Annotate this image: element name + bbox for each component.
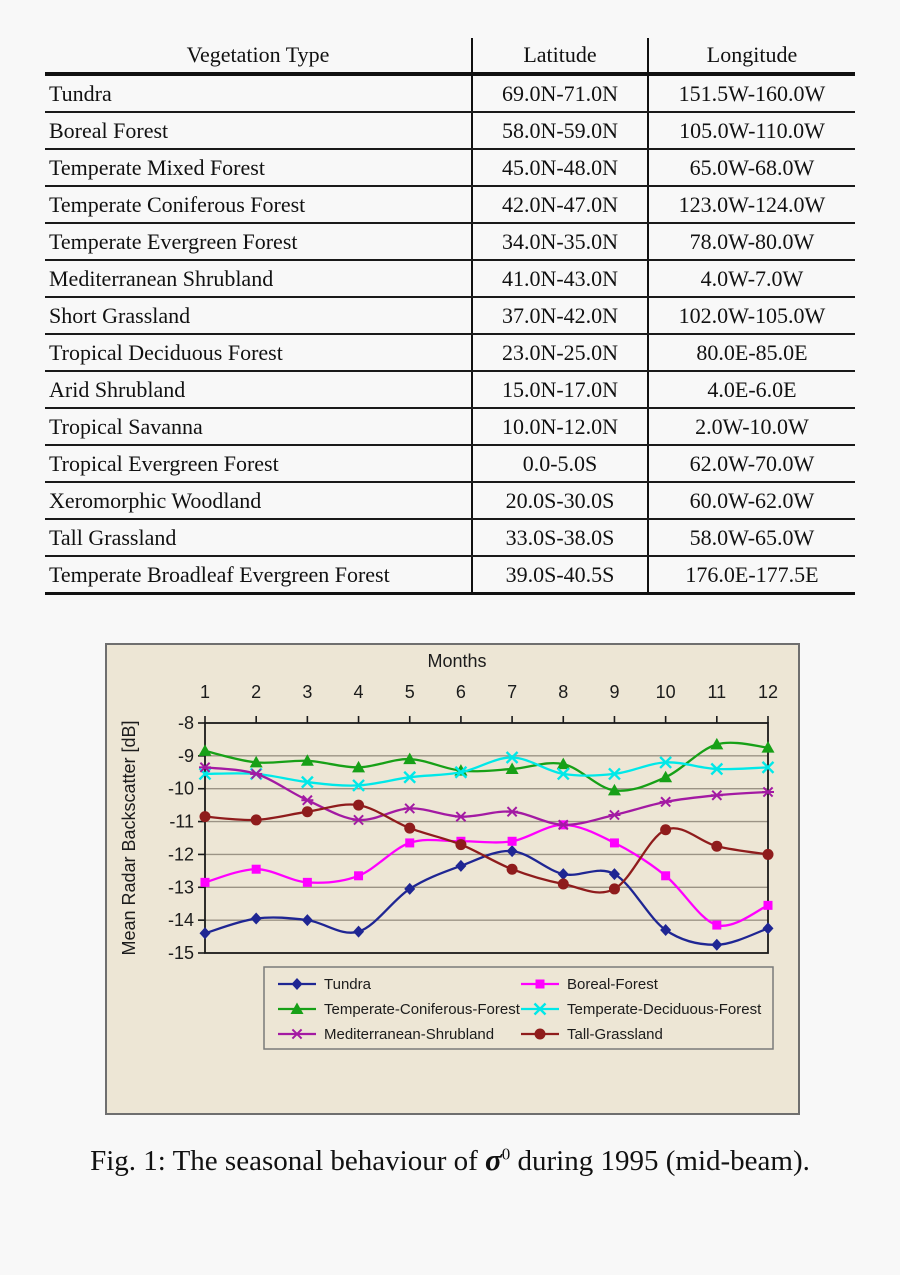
header-longitude: Longitude — [648, 38, 855, 74]
x-axis — [200, 682, 778, 723]
latitude-cell: 37.0N-42.0N — [472, 297, 648, 334]
x-tick-label: 2 — [251, 682, 262, 702]
latitude-cell: 10.0N-12.0N — [472, 408, 648, 445]
table-row — [45, 556, 855, 594]
table-row — [45, 223, 855, 260]
legend-label: Boreal-Forest — [567, 976, 658, 993]
longitude-cell: 4.0W-7.0W — [648, 260, 855, 297]
latitude-cell: 42.0N-47.0N — [472, 186, 648, 223]
longitude-cell: 176.0E-177.5E — [648, 556, 855, 594]
vegetation-type-cell: Arid Shrubland — [45, 371, 472, 408]
x-tick-label: 7 — [507, 682, 518, 702]
sigma-symbol: σ — [485, 1142, 502, 1177]
table-row — [45, 482, 855, 519]
vegetation-type-cell: Short Grassland — [45, 297, 472, 334]
x-tick-label: 11 — [707, 682, 727, 702]
x-tick-label: 4 — [353, 682, 364, 702]
vegetation-type-cell: Tropical Deciduous Forest — [45, 334, 472, 371]
x-tick-label: 1 — [199, 682, 211, 702]
y-tick-label: -9 — [177, 745, 194, 766]
vegetation-type-cell: Xeromorphic Woodland — [45, 482, 472, 519]
vegetation-type-cell: Temperate Coniferous Forest — [45, 186, 472, 223]
table-row — [45, 260, 855, 297]
vegetation-type-cell: Tundra — [45, 74, 472, 112]
vegetation-table — [45, 38, 855, 595]
x-tick-label: 12 — [757, 682, 779, 702]
longitude-cell: 151.5W-160.0W — [648, 74, 855, 112]
legend-label: Tall-Grassland — [567, 1026, 663, 1043]
latitude-cell: 15.0N-17.0N — [472, 371, 648, 408]
table-row — [45, 74, 855, 112]
longitude-cell: 78.0W-80.0W — [648, 223, 855, 260]
table-row — [45, 371, 855, 408]
legend — [264, 967, 773, 1049]
latitude-cell: 45.0N-48.0N — [472, 149, 648, 186]
x-axis-title: Months — [427, 651, 487, 671]
latitude-cell: 33.0S-38.0S — [472, 519, 648, 556]
figure-1-chart — [105, 643, 800, 1115]
header-vegetation-type: Vegetation Type — [45, 38, 472, 74]
vegetation-table-body — [45, 74, 855, 594]
latitude-cell: 34.0N-35.0N — [472, 223, 648, 260]
y-tick-label: -8 — [177, 713, 194, 733]
x-tick-label: 5 — [404, 682, 415, 702]
legend-label: Tundra — [324, 976, 371, 993]
sigma-superscript: 0 — [501, 1144, 511, 1164]
legend-label: Temperate-Coniferous-Forest — [324, 1001, 520, 1018]
latitude-cell: 41.0N-43.0N — [472, 260, 648, 297]
caption-prefix: Fig. 1: The seasonal behaviour of — [90, 1145, 486, 1177]
table-row — [45, 334, 855, 371]
vegetation-type-cell: Tropical Evergreen Forest — [45, 445, 472, 482]
vegetation-type-cell: Temperate Mixed Forest — [45, 149, 472, 186]
table-row — [45, 519, 855, 556]
seasonal-chart-svg — [107, 645, 798, 1113]
table-row — [45, 112, 855, 149]
longitude-cell: 60.0W-62.0W — [648, 482, 855, 519]
y-tick-label: -11 — [169, 811, 194, 832]
table-row — [45, 149, 855, 186]
y-tick-label: -10 — [167, 778, 194, 799]
latitude-cell: 69.0N-71.0N — [472, 74, 648, 112]
y-axis-title: Mean Radar Backscatter [dB] — [119, 720, 139, 956]
x-tick-label: 10 — [655, 682, 676, 702]
legend-label: Temperate-Deciduous-Forest — [567, 1001, 762, 1018]
vegetation-type-cell: Temperate Broadleaf Evergreen Forest — [45, 556, 472, 594]
latitude-cell: 39.0S-40.5S — [472, 556, 648, 594]
longitude-cell: 80.0E-85.0E — [648, 334, 855, 371]
vegetation-type-cell: Boreal Forest — [45, 112, 472, 149]
latitude-cell: 58.0N-59.0N — [472, 112, 648, 149]
vegetation-type-cell: Mediterranean Shrubland — [45, 260, 472, 297]
longitude-cell: 4.0E-6.0E — [648, 371, 855, 408]
x-tick-label: 9 — [609, 682, 620, 702]
vegetation-type-cell: Temperate Evergreen Forest — [45, 223, 472, 260]
x-tick-label: 6 — [455, 682, 466, 702]
latitude-cell: 23.0N-25.0N — [472, 334, 648, 371]
vegetation-type-cell: Tall Grassland — [45, 519, 472, 556]
longitude-cell: 58.0W-65.0W — [648, 519, 855, 556]
x-tick-label: 3 — [302, 682, 313, 702]
latitude-cell: 20.0S-30.0S — [472, 482, 648, 519]
vegetation-table-section — [45, 38, 855, 595]
header-latitude: Latitude — [472, 38, 648, 74]
table-row — [45, 297, 855, 334]
longitude-cell: 105.0W-110.0W — [648, 112, 855, 149]
y-tick-label: -14 — [167, 910, 194, 931]
figure-caption — [0, 1142, 900, 1178]
longitude-cell: 62.0W-70.0W — [648, 445, 855, 482]
series-mediterranean-shrubland — [199, 763, 774, 830]
table-row — [45, 408, 855, 445]
y-axis — [168, 713, 205, 963]
y-tick-label: -12 — [167, 844, 194, 865]
legend-label: Mediterranean-Shrubland — [324, 1026, 495, 1043]
y-tick-label: -13 — [167, 877, 194, 898]
x-tick-label: 8 — [558, 682, 569, 702]
table-header-row — [45, 38, 855, 74]
longitude-cell: 102.0W-105.0W — [648, 297, 855, 334]
vegetation-type-cell: Tropical Savanna — [45, 408, 472, 445]
latitude-cell: 0.0-5.0S — [472, 445, 648, 482]
table-row — [45, 186, 855, 223]
longitude-cell: 65.0W-68.0W — [648, 149, 855, 186]
y-tick-label: -15 — [167, 943, 194, 963]
caption-suffix: during 1995 (mid-beam). — [510, 1145, 810, 1177]
longitude-cell: 2.0W-10.0W — [648, 408, 855, 445]
series-boreal-forest — [201, 820, 773, 929]
longitude-cell: 123.0W-124.0W — [648, 186, 855, 223]
table-row — [45, 445, 855, 482]
